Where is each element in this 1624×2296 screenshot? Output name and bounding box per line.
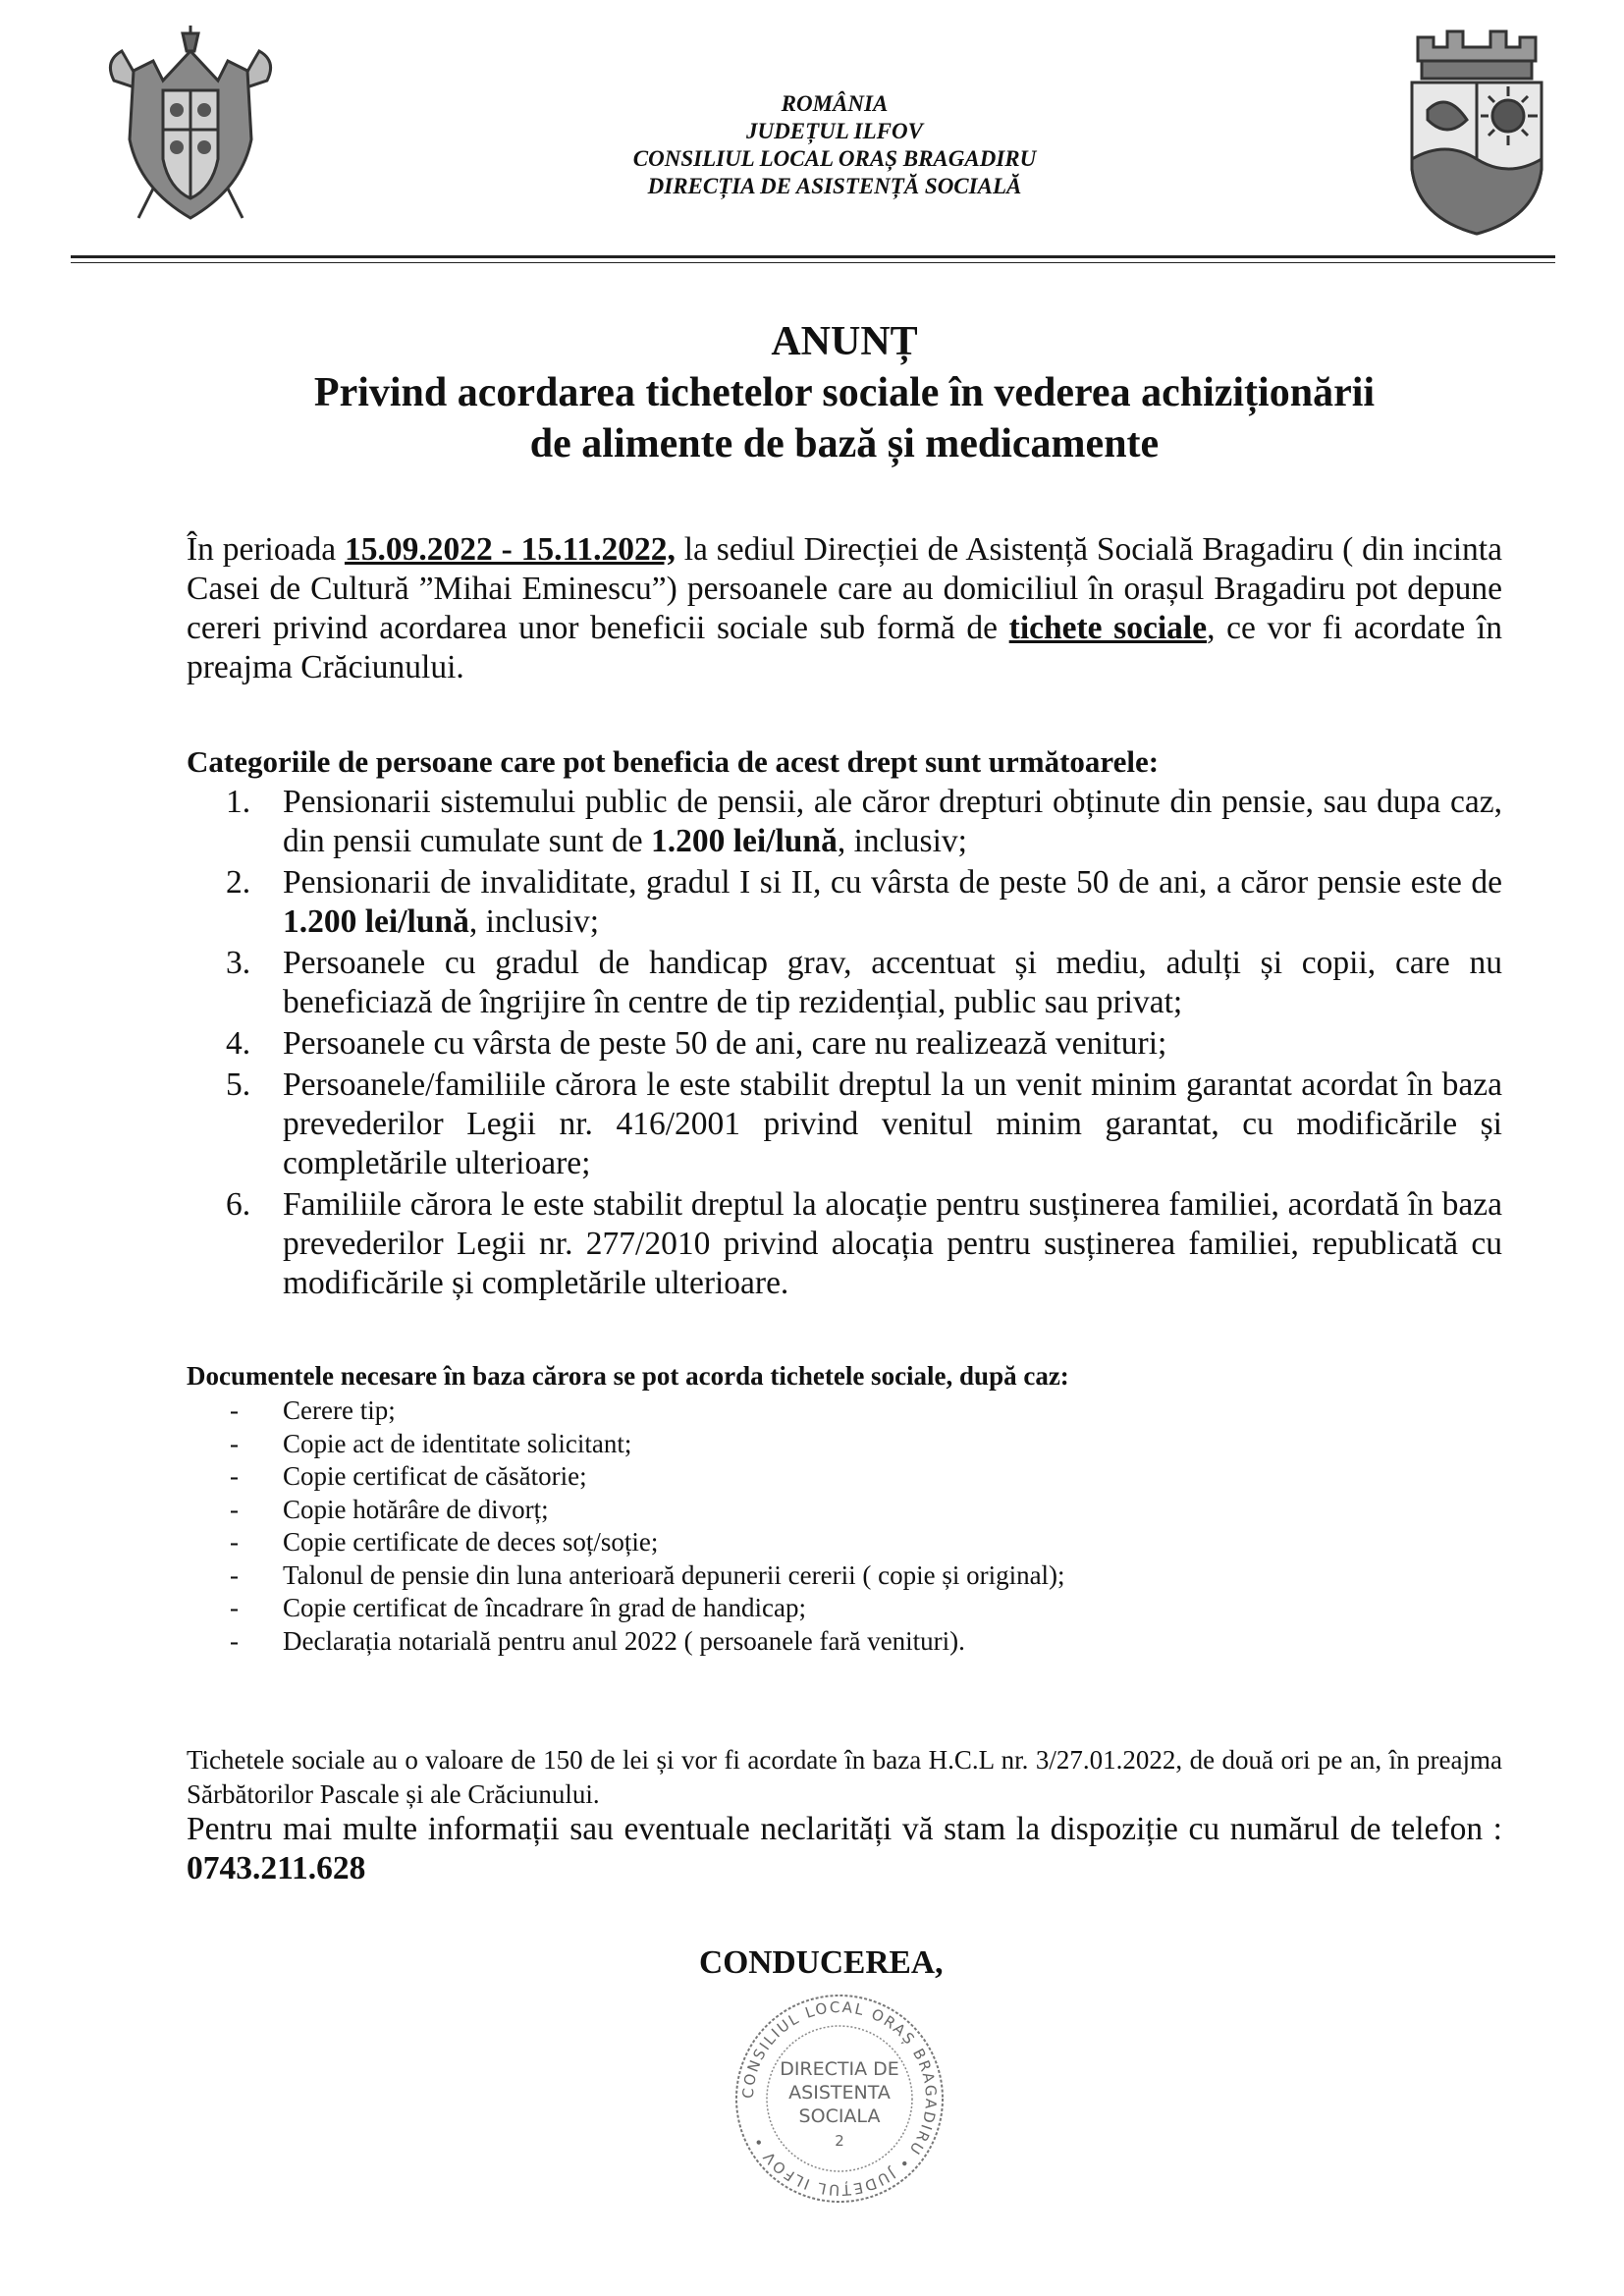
dash-bullet: -	[230, 1593, 239, 1622]
category-item	[226, 1066, 1502, 1183]
header-line-directorate: DIRECȚIA DE ASISTENȚĂ SOCIALĂ	[647, 174, 1022, 198]
category-item	[226, 783, 1502, 861]
dash-bullet: -	[230, 1559, 239, 1590]
category-number: 5.	[226, 1066, 251, 1103]
document-text: Copie hotărâre de divorț;	[283, 1494, 549, 1524]
dash-bullet: -	[230, 1494, 239, 1524]
category-item	[226, 1024, 1502, 1064]
stamp-ring-text: CONSILIUL LOCAL ORAȘ BRAGADIRU • JUDEȚUL ILFOV •	[738, 1997, 941, 2200]
document-item	[230, 1592, 1506, 1625]
dash-bullet: -	[230, 1428, 239, 1458]
intro-middle: la sediul Direcției de Asistență Socială Bragadiru ( din incinta Casei de Cultură ”Mihai Eminescu”) persoanele care au domiciliul în orașul Bragadiru pot depune cereri privind acordarea unor beneficii sociale sub formă de	[187, 531, 1502, 646]
categories-heading: Categoriile de persoane care pot beneficia de acest drept sunt următoarele:	[187, 744, 1160, 779]
documents-list	[230, 1394, 1506, 1658]
category-text: Persoanele cu gradul de handicap grav, accentuat și mediu, adulți și copii, care nu beneficiază de îngrijire în centre de tip rezidențial, public sau privat;	[283, 945, 1502, 1020]
intro-paragraph	[187, 530, 1502, 687]
dash-bullet: -	[230, 1527, 239, 1557]
contact-text: Pentru mai multe informații sau eventuale neclarități vă stam la dispoziție cu numărul de telefon :	[187, 1811, 1502, 1847]
document-text: Copie certificat de încadrare în grad de handicap;	[283, 1593, 806, 1622]
intro-prefix: În perioada	[187, 531, 345, 568]
official-stamp-icon	[727, 1989, 952, 2210]
header-line-council: CONSILIUL LOCAL ORAȘ BRAGADIRU	[632, 146, 1037, 171]
document-text: Copie certificate de deces soț/soție;	[283, 1527, 659, 1557]
intro-period-dates: 15.09.2022 - 15.11.2022,	[344, 531, 676, 568]
category-number: 2.	[226, 864, 251, 901]
category-item	[226, 944, 1502, 1022]
categories-list	[226, 783, 1502, 1305]
documents-heading: Documentele necesare în baza cărora se pot acorda tichetele sociale, după caz:	[187, 1361, 1069, 1391]
ticket-value-note: Tichetele sociale au o valoare de 150 de lei și vor fi acordate în baza H.C.L nr. 3/27.01.2022, de două ori pe an, în preajma Sărbătorilor Pascale și ale Crăciunului.	[187, 1745, 1502, 1809]
category-text: Persoanele cu vârsta de peste 50 de ani, care nu realizează venituri;	[283, 1025, 1167, 1062]
category-text: Familiile cărora le este stabilit dreptul la alocație pentru susținerea familiei, acordată în baza prevederilor Legii nr. 277/2010 privind alocația pentru susținerea familiei, republicată cu modificările și completările ulterioare.	[283, 1186, 1502, 1301]
bragadiru-coat-of-arms-icon	[1398, 22, 1555, 238]
category-text: Pensionarii de invaliditate, gradul I si II, cu vârsta de peste 50 de ani, a căror pensie este de	[283, 864, 1502, 901]
category-text-end: , inclusiv;	[837, 823, 967, 859]
dash-bullet: -	[230, 1625, 239, 1656]
title-subject-line1: Privind acordarea tichetelor sociale în vederea achiziționării	[313, 370, 1376, 415]
document-item	[230, 1625, 1506, 1659]
dash-bullet: -	[230, 1395, 239, 1425]
category-number: 1.	[226, 784, 251, 820]
stamp-line-4: 2	[835, 2132, 844, 2150]
category-amount: 1.200 lei/lună	[650, 823, 838, 859]
romania-coat-of-arms-icon	[94, 22, 287, 228]
document-item	[230, 1460, 1506, 1494]
header-line-county: JUDEȚUL ILFOV	[746, 119, 923, 143]
category-number: 3.	[226, 945, 251, 981]
category-text: Persoanele/familiile cărora le este stabilit dreptul la un venit minim garantat acordat în baza prevederilor Legii nr. 416/2001 privind venitul minim garantat, cu modificările și completările ulterioare;	[283, 1066, 1502, 1181]
document-text: Copie certificat de căsătorie;	[283, 1461, 587, 1491]
header-line-country: ROMÂNIA	[781, 91, 889, 116]
category-item	[226, 1185, 1502, 1303]
document-item	[230, 1559, 1506, 1593]
category-amount: 1.200 lei/lună	[283, 903, 469, 940]
document-text: Declarația notarială pentru anul 2022 ( persoanele fară venituri).	[283, 1625, 965, 1656]
stamp-line-3: SOCIALA	[798, 2105, 881, 2127]
document-text: Copie act de identitate solicitant;	[283, 1428, 632, 1458]
title-anunt: ANUNȚ	[771, 319, 918, 364]
document-item	[230, 1394, 1506, 1428]
header-divider-thick	[71, 255, 1555, 258]
contact-paragraph	[187, 1810, 1502, 1888]
header-divider-thin	[71, 262, 1555, 263]
announcement-title	[137, 316, 1551, 469]
document-item	[230, 1526, 1506, 1559]
title-subject-line2: de alimente de bază și medicamente	[529, 421, 1160, 466]
intro-social-tickets: tichete sociale	[1008, 610, 1208, 646]
document-text: Cerere tip;	[283, 1395, 396, 1425]
category-number: 6.	[226, 1186, 251, 1223]
intro-suffix: , ce vor fi acordate în preajma Crăciunului.	[187, 610, 1502, 685]
category-text-end: , inclusiv;	[468, 903, 600, 940]
signature-heading: CONDUCEREA,	[699, 1944, 944, 1981]
contact-phone: 0743.211.628	[187, 1850, 366, 1886]
dash-bullet: -	[230, 1461, 239, 1491]
document-item	[230, 1494, 1506, 1527]
stamp-line-1: DIRECTIA DE	[780, 2058, 899, 2080]
category-item	[226, 863, 1502, 942]
category-number: 4.	[226, 1025, 251, 1062]
stamp-line-2: ASISTENTA	[788, 2082, 891, 2104]
category-text: Pensionarii sistemului public de pensii, ale căror drepturi obținute din pensie, sau dupa caz, din pensii cumulate sunt de	[283, 784, 1502, 859]
document-text: Talonul de pensie din luna anterioară depunerii cererii ( copie și original);	[283, 1559, 1065, 1590]
institution-header	[491, 90, 1178, 200]
document-item	[230, 1428, 1506, 1461]
